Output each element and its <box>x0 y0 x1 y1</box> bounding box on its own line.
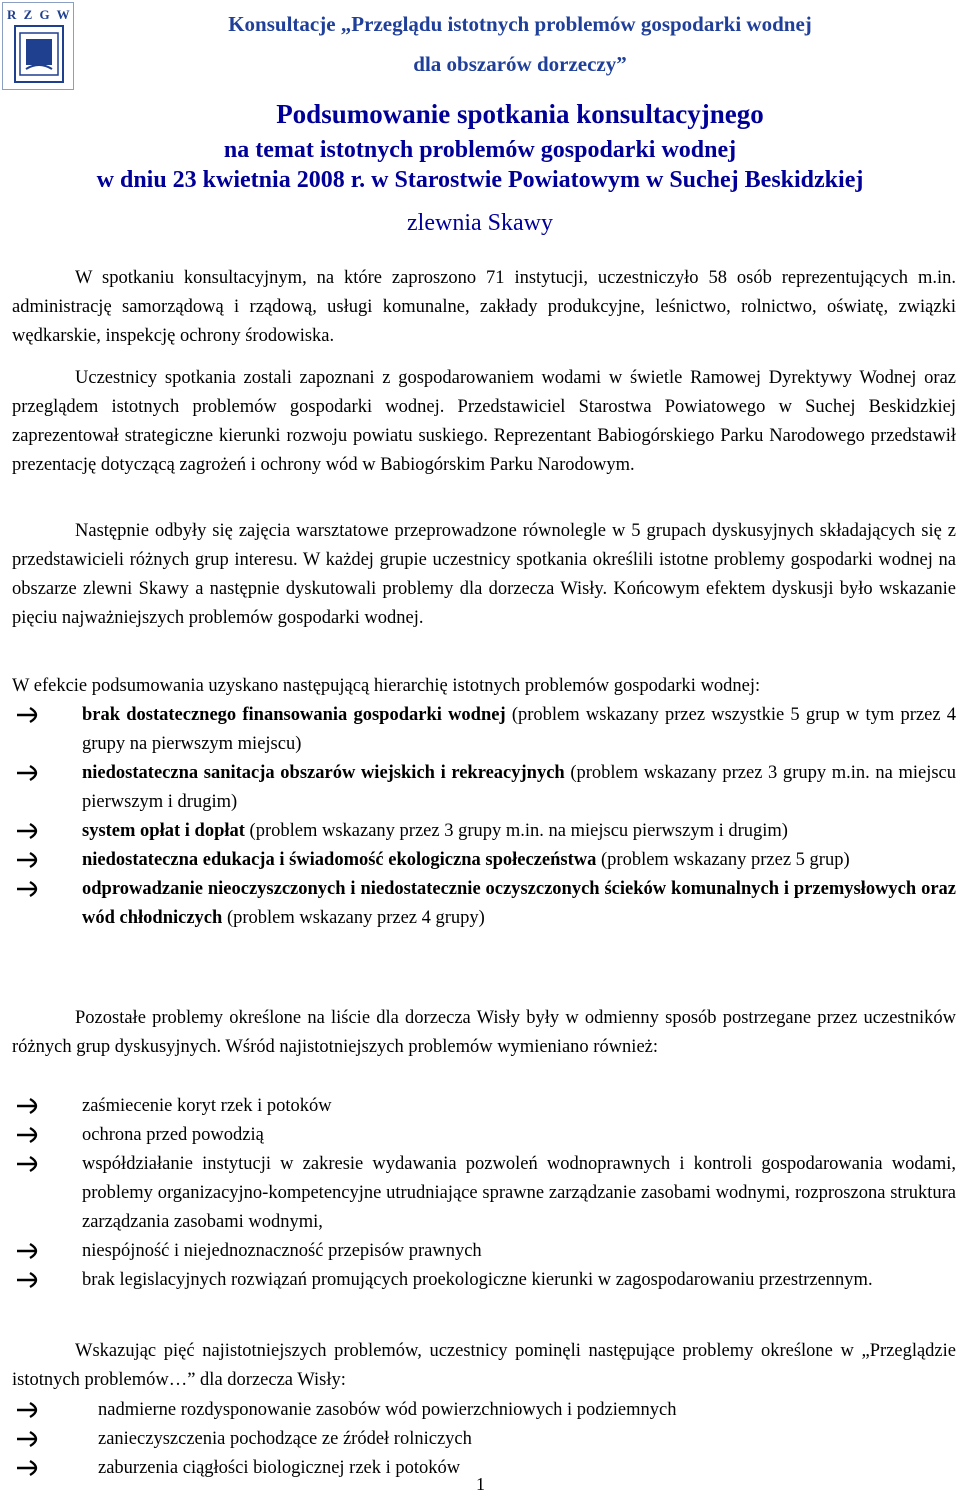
list-item <box>12 1425 956 1454</box>
arrow-bullet-icon <box>16 875 46 904</box>
arrow-bullet-icon <box>16 701 46 730</box>
paragraph-omitted-problems-text: Wskazując pięć najistotniejszych problemów, uczestnicy pominęli następujące problemy określone w „Przeglądzie istotnych problemów…” dla dorzecza Wisły: <box>12 1341 956 1390</box>
arrow-bullet-icon <box>16 1396 46 1425</box>
arrow-bullet-icon <box>16 1425 46 1454</box>
list-item-text: ochrona przed powodzią <box>82 1125 264 1145</box>
list-item <box>12 759 956 817</box>
title-line-3: w dniu 23 kwietnia 2008 r. w Starostwie Powiatowym w Suchej Beskidzkiej <box>96 167 864 193</box>
logo-text: R Z G W <box>7 7 72 22</box>
arrow-bullet-icon <box>16 1150 46 1179</box>
list-item <box>12 1092 956 1121</box>
list-item <box>12 1121 956 1150</box>
list-item-text: zanieczyszczenia pochodzące ze źródeł rolniczych <box>98 1429 472 1449</box>
arrow-bullet-icon <box>16 846 46 875</box>
other-problems-list <box>12 1092 956 1295</box>
list-item-text: zaśmiecenie koryt rzek i potoków <box>82 1096 332 1116</box>
title-line-1: Podsumowanie spotkania konsultacyjnego <box>276 99 764 129</box>
title-line-4: zlewnia Skawy <box>407 210 553 236</box>
paragraph-participants <box>12 264 956 351</box>
arrow-bullet-icon <box>16 759 46 788</box>
header-line-1: Konsultacje „Przeglądu istotnych problemów gospodarki wodnej <box>228 12 812 36</box>
hierarchy-list <box>12 701 956 933</box>
arrow-bullet-icon <box>16 1266 46 1295</box>
list-item <box>12 1150 956 1237</box>
arrow-bullet-icon <box>16 817 46 846</box>
problem-note: (problem wskazany przez 3 grupy m.in. na miejscu pierwszym i drugim) <box>244 821 788 841</box>
list-item <box>12 1237 956 1266</box>
list-item <box>12 701 956 759</box>
arrow-bullet-icon <box>16 1454 46 1483</box>
problem-name: odprowadzanie nieoczyszczonych i niedostatecznie oczyszczonych ścieków komunalnych i przemysłowych oraz wód chłodniczych <box>82 879 956 928</box>
list-item-text: niespójność i niejednoznaczność przepisów prawnych <box>82 1241 482 1261</box>
title-line-2: na temat istotnych problemów gospodarki wodnej <box>223 137 737 163</box>
list-item-text: zaburzenia ciągłości biologicznej rzek i potoków <box>98 1458 461 1478</box>
paragraph-other-problems-text: Pozostałe problemy określone na liście dla dorzecza Wisły były w odmienny sposób postrzegane przez uczestników różnych grup dyskusyjnych. Wśród najistotniejszych problemów wymieniano również: <box>12 1008 956 1057</box>
list-item <box>12 1396 956 1425</box>
list-item <box>12 817 956 846</box>
problem-note: (problem wskazany przez wszystkie 5 grup w tym przez 4 grupy na pierwszym miejscu) <box>82 705 957 754</box>
paragraph-presentations <box>12 364 956 480</box>
problem-note: (problem wskazany przez 3 grupy m.in. na miejscu pierwszym i drugim) <box>82 763 956 812</box>
paragraph-hierarchy-intro: W efekcie podsumowania uzyskano następującą hierarchię istotnych problemów gospodarki wodnej: <box>12 676 761 696</box>
paragraph-workshops <box>12 517 956 633</box>
arrow-bullet-icon <box>16 1092 46 1121</box>
rzgw-logo <box>2 2 74 90</box>
paragraph-other-problems <box>12 1004 956 1062</box>
problem-name: system opłat i dopłat <box>82 821 245 841</box>
list-item <box>12 1266 956 1295</box>
problem-note: (problem wskazany przez 5 grup) <box>596 850 850 870</box>
list-item-text: brak legislacyjnych rozwiązań promujących proekologiczne kierunki w zagospodarowaniu przestrzennym. <box>82 1270 873 1290</box>
omitted-problems-list <box>12 1396 956 1483</box>
logo-emblem-icon <box>14 25 64 83</box>
paragraph-workshops-text: Następnie odbyły się zajęcia warsztatowe przeprowadzone równolegle w 5 grupach dyskusyjnych składających się z przedstawicieli różnych grup interesu. W każdej grupie uczestnicy spotkania określili istotne problemy gospodarki wodnej na obszarze zlewni Skawy a następnie dyskutowali problemy dla dorzecza Wisły. Końcowym efektem dyskusji było wskazanie pięciu najważniejszych problemów gospodarki wodnej. <box>12 521 956 628</box>
problem-name: niedostateczna edukacja i świadomość ekologiczna społeczeństwa <box>82 850 597 870</box>
problem-note: (problem wskazany przez 4 grupy) <box>222 908 485 928</box>
paragraph-participants-text: W spotkaniu konsultacyjnym, na które zaproszono 71 instytucji, uczestniczyło 58 osób reprezentujących m.in. administrację samorządową i rządową, usługi komunalne, zakłady produkcyjne, leśnictwo, rolnictwo, oświatę, związki wędkarskie, inspekcję ochrony środowiska. <box>12 268 956 346</box>
problem-name: niedostateczna sanitacja obszarów wiejskich i rekreacyjnych <box>82 763 565 783</box>
page-number: 1 <box>476 1474 485 1494</box>
paragraph-presentations-text: Uczestnicy spotkania zostali zapoznani z gospodarowaniem wodami w świetle Ramowej Dyrektywy Wodnej oraz przeglądem istotnych problemów gospodarki wodnej. Przedstawiciel Starostwa Powiatowego w Suchej Beskidzkiej zaprezentował strategiczne kierunki rozwoju powiatu suskiego. Reprezentant Babiogórskiego Parku Narodowego przedstawił prezentację dotyczącą zagrożeń i ochrony wód w Babiogórskim Parku Narodowym. <box>12 368 956 475</box>
arrow-bullet-icon <box>16 1121 46 1150</box>
list-item-text: nadmierne rozdysponowanie zasobów wód powierzchniowych i podziemnych <box>98 1400 677 1420</box>
paragraph-omitted-problems <box>12 1337 956 1395</box>
arrow-bullet-icon <box>16 1237 46 1266</box>
problem-name: brak dostatecznego finansowania gospodarki wodnej <box>82 705 506 725</box>
list-item <box>12 846 956 875</box>
list-item <box>12 875 956 933</box>
header-line-2: dla obszarów dorzeczy” <box>413 52 627 76</box>
list-item-text: współdziałanie instytucji w zakresie wydawania pozwoleń wodnoprawnych i kontroli gospodarowania wodami, problemy organizacyjno-kompetencyjne utrudniające sprawne zarządzanie zasobami wodnymi, rozproszona struktura zarządzania zasobami wodnymi, <box>82 1154 956 1232</box>
